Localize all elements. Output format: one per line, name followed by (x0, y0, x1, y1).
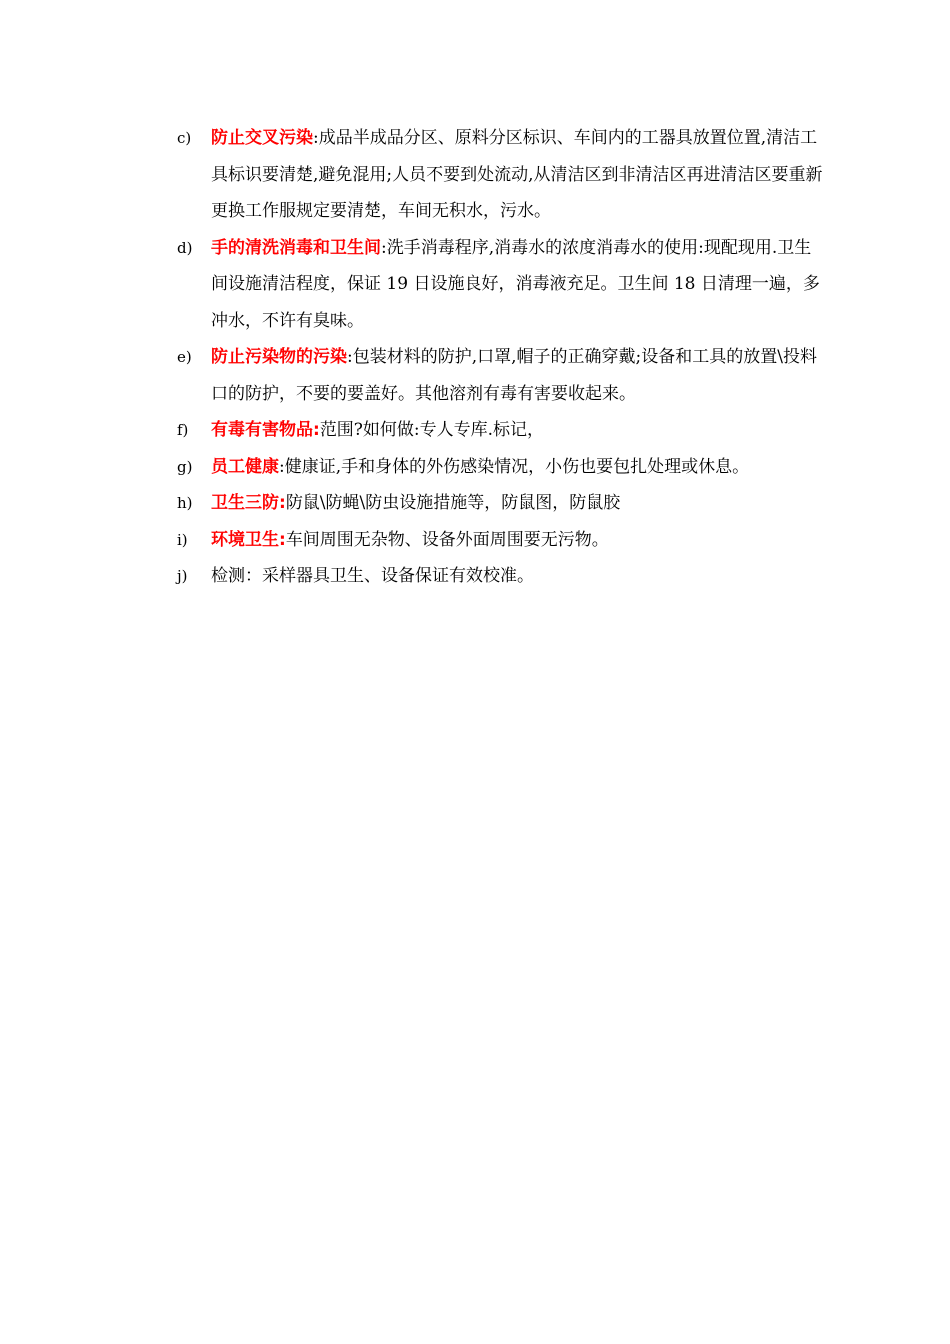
item-text: 检测：采样器具卫生、设备保证有效校准。 (211, 566, 534, 586)
item-text: :洗手消毒程序,消毒水的浓度消毒水的使用:现配现用.卫生间设施清洁程度，保证 19 日设施良好，消毒液充足。卫生间 18 日清理一遍，多冲水，不许有臭味。 (211, 237, 820, 331)
item-text: 范围?如何做:专人专库.标记， (319, 420, 545, 440)
item-marker: f) (177, 421, 189, 439)
item-heading: 环境卫生: (211, 529, 286, 550)
list-item (177, 339, 827, 412)
item-heading: 卫生三防: (211, 493, 286, 513)
list-item (177, 230, 827, 340)
item-marker: g) (177, 457, 193, 476)
item-text: :成品半成品分区、原料分区标识、车间内的工器具放置位置,清洁工具标识要清楚,避免混用;人员不要到处流动,从清洁区到非清洁区再进清洁区要重新更换工作服规定要清楚，车间无积水，污水。 (211, 128, 823, 221)
item-heading: 手的清洗消毒和卫生间 (211, 237, 381, 258)
item-text: 防鼠\防蝇\防虫设施措施等，防鼠图，防鼠胶 (285, 493, 621, 513)
item-text: 车间周围无杂物、设备外面周围要无污物。 (285, 529, 609, 550)
list-item (177, 522, 827, 559)
item-heading: 防止交叉污染 (211, 128, 313, 148)
list-item (177, 485, 827, 522)
item-marker: h) (177, 494, 193, 512)
item-marker: c) (177, 129, 192, 147)
list-item (177, 120, 827, 230)
list-item (177, 449, 827, 486)
list-item (177, 558, 827, 595)
hygiene-list (177, 120, 827, 595)
item-marker: j) (177, 567, 188, 585)
item-text: :健康证,手和身体的外伤感染情况，小伤也要包扎处理或休息。 (279, 456, 750, 477)
item-heading: 有毒有害物品: (211, 420, 320, 440)
item-heading: 员工健康 (211, 456, 279, 477)
item-heading: 防止污染物的污染 (211, 347, 347, 367)
item-text: :包装材料的防护,口罩,帽子的正确穿戴;设备和工具的放置\投料口的防护，不要的要盖好。其他溶剂有毒有害要收起来。 (211, 347, 817, 404)
list-item (177, 412, 827, 449)
item-marker: e) (177, 348, 192, 366)
item-marker: i) (177, 530, 188, 549)
item-marker: d) (177, 238, 193, 257)
